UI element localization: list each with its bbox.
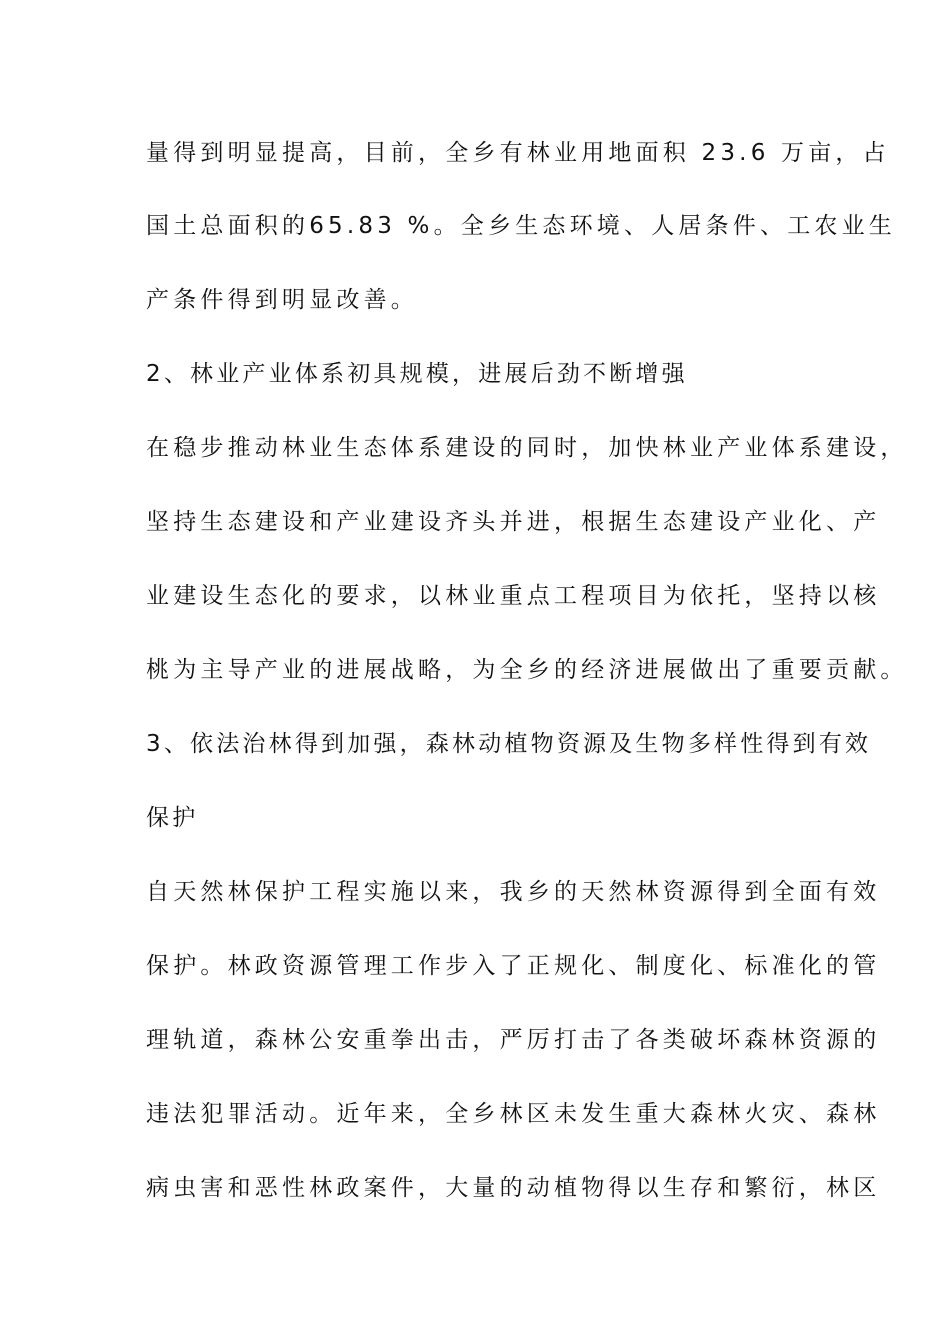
text-line-11: 自天然林保护工程实施以来，我乡的天然林资源得到全面有效 xyxy=(146,879,881,905)
text-line-13: 理轨道，森林公安重拳出击，严厉打击了各类破坏森林资源的 xyxy=(146,1027,881,1053)
text-line-14: 违法犯罪活动。近年来，全乡林区未发生重大森林火灾、森林 xyxy=(146,1101,881,1127)
text-line-5: 在稳步推动林业生态体系建设的同时，加快林业产业体系建设， xyxy=(146,435,908,461)
text-line-8: 桃为主导产业的进展战略，为全乡的经济进展做出了重要贡献。 xyxy=(146,657,908,683)
text-line-6: 坚持生态建设和产业建设齐头并进，根据生态建设产业化、产 xyxy=(146,509,881,535)
text-line-2: 国土总面积的65.83 %。全乡生态环境、人居条件、工农业生 xyxy=(146,213,897,239)
section-heading-2: 2、林业产业体系初具规模，进展后劲不断增强 xyxy=(146,361,688,387)
text-line-12: 保护。林政资源管理工作步入了正规化、制度化、标准化的管 xyxy=(146,953,881,979)
text-line-7: 业建设生态化的要求，以林业重点工程项目为依托，坚持以核 xyxy=(146,583,881,609)
section-heading-3-continued: 保护 xyxy=(146,805,199,831)
section-heading-3: 3、依法治林得到加强，森林动植物资源及生物多样性得到有效 xyxy=(146,731,872,757)
text-line-1: 量得到明显提高，目前，全乡有林业用地面积 23.6 万亩，占 xyxy=(146,140,890,166)
text-line-15: 病虫害和恶性林政案件，大量的动植物得以生存和繁衍，林区 xyxy=(146,1175,881,1201)
text-line-3: 产条件得到明显改善。 xyxy=(146,287,418,313)
